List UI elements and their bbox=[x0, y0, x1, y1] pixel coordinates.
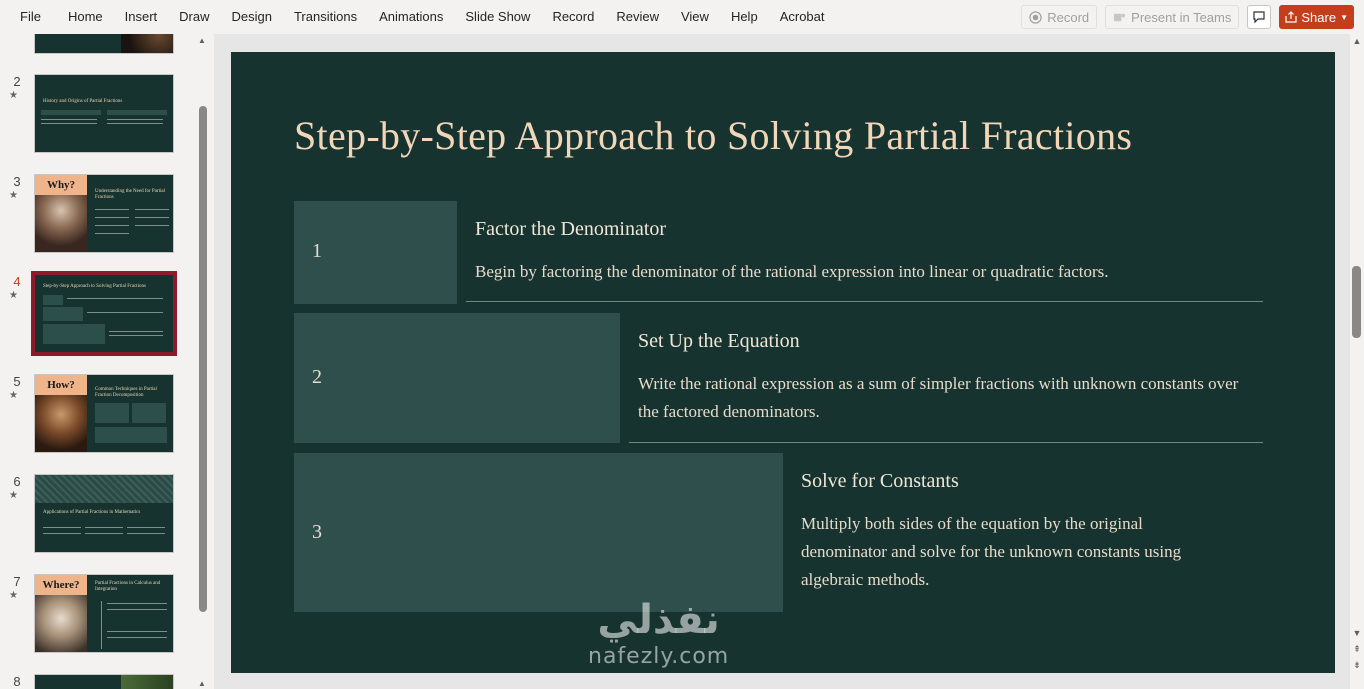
step-1-divider bbox=[466, 301, 1263, 302]
step-3-number: 3 bbox=[312, 521, 322, 543]
thumbnail-line bbox=[109, 331, 163, 332]
slide-number: 7 bbox=[13, 574, 21, 589]
menu-transitions[interactable]: Transitions bbox=[293, 9, 358, 24]
star-icon: ★ bbox=[9, 290, 18, 301]
thumbnail-line bbox=[101, 601, 102, 649]
present-in-teams-label: Present in Teams bbox=[1131, 9, 1232, 25]
star-icon: ★ bbox=[9, 490, 18, 501]
step-2-divider bbox=[629, 442, 1263, 443]
menu-review[interactable]: Review bbox=[616, 9, 659, 24]
thumbnail-row-2[interactable] bbox=[0, 74, 190, 156]
thumbnail-line bbox=[107, 631, 167, 632]
thumbnail-line bbox=[43, 533, 81, 534]
thumbnail-line bbox=[43, 527, 81, 528]
thumbnail-title: Step-by-Step Approach to Solving Partial Fractions bbox=[43, 284, 146, 289]
step-3-box[interactable] bbox=[294, 453, 783, 612]
thumbnail-banner bbox=[35, 475, 174, 503]
previous-slide-icon[interactable]: ⇞ bbox=[1353, 644, 1361, 654]
menu-view[interactable]: View bbox=[680, 9, 709, 24]
star-icon: ★ bbox=[9, 90, 18, 101]
thumbnail-line bbox=[107, 603, 167, 604]
slide-number: 8 bbox=[13, 674, 21, 689]
menu-help[interactable]: Help bbox=[730, 9, 758, 24]
thumbnail-line bbox=[95, 225, 129, 226]
comment-icon bbox=[1252, 10, 1266, 24]
menu-acrobat[interactable]: Acrobat bbox=[779, 9, 825, 24]
thumbnail-box bbox=[43, 307, 83, 321]
scroll-down-icon[interactable]: ▼ bbox=[1352, 628, 1362, 638]
slide-thumbnail[interactable] bbox=[34, 174, 174, 253]
slide-number: 5 bbox=[13, 374, 21, 389]
thumbnail-line bbox=[87, 312, 163, 313]
thumbnail-line bbox=[95, 217, 129, 218]
thumbnail-title: Partial Fractions in Calculus and Integration bbox=[95, 581, 161, 592]
watermark-arabic-text: نفذلي bbox=[597, 597, 720, 643]
step-1-box[interactable] bbox=[294, 201, 457, 304]
thumbnail-row-7[interactable] bbox=[0, 574, 190, 656]
slide-editor[interactable] bbox=[231, 52, 1335, 673]
thumbnail-tag: How? bbox=[35, 375, 87, 395]
thumbnail-box bbox=[107, 110, 167, 115]
thumbnail-title: Applications of Partial Fractions in Mathematics bbox=[43, 510, 141, 515]
thumbnail-line bbox=[107, 119, 163, 120]
chevron-down-icon: ▼ bbox=[1340, 12, 1348, 22]
menu-right-actions bbox=[1021, 5, 1354, 29]
thumbnail-line bbox=[85, 527, 123, 528]
thumbnail-box bbox=[95, 403, 129, 423]
thumbnail-line bbox=[95, 209, 129, 210]
slide-number-active: 4 bbox=[13, 274, 21, 289]
menu-file[interactable]: File bbox=[20, 9, 41, 24]
thumbnail-line bbox=[135, 225, 169, 226]
slide-thumbnail[interactable] bbox=[34, 374, 174, 453]
scroll-down-icon[interactable]: ▲ bbox=[198, 679, 206, 688]
scroll-up-icon[interactable]: ▲ bbox=[198, 36, 206, 45]
menu-home[interactable]: Home bbox=[67, 9, 103, 24]
thumbnail-photo bbox=[121, 675, 174, 689]
watermark-latin-text: nafezly.com bbox=[588, 644, 730, 669]
thumbnail-line bbox=[109, 335, 163, 336]
thumbnail-box bbox=[43, 324, 105, 344]
slide-thumbnail[interactable] bbox=[34, 34, 174, 54]
menu-bar bbox=[0, 0, 1364, 34]
thumbnail-line bbox=[85, 533, 123, 534]
thumbnail-row-6[interactable] bbox=[0, 474, 190, 556]
step-2-number: 2 bbox=[312, 366, 322, 388]
step-3-description[interactable]: Multiply both sides of the equation by the original denominator and solve for the unknown constants using algebraic methods. bbox=[801, 514, 1182, 589]
menu-design[interactable]: Design bbox=[231, 9, 272, 24]
present-in-teams-button[interactable] bbox=[1105, 5, 1239, 29]
thumbnail-line bbox=[135, 209, 169, 210]
share-label: Share bbox=[1301, 9, 1337, 25]
vertical-scrollbar[interactable] bbox=[1350, 34, 1364, 689]
menu-insert[interactable]: Insert bbox=[124, 9, 158, 24]
menu-record[interactable]: Record bbox=[552, 9, 595, 24]
comments-button[interactable] bbox=[1247, 5, 1271, 29]
thumbnail-box bbox=[43, 295, 63, 305]
thumbnail-line bbox=[41, 119, 97, 120]
slide-number: 6 bbox=[13, 474, 21, 489]
teams-icon bbox=[1113, 11, 1126, 24]
next-slide-icon[interactable]: ⇟ bbox=[1353, 660, 1361, 670]
thumbnail-line bbox=[107, 609, 167, 610]
slide-thumbnail-pane bbox=[0, 34, 214, 689]
menu-slide-show[interactable]: Slide Show bbox=[465, 9, 531, 24]
thumbnail-row-5[interactable] bbox=[0, 374, 190, 456]
star-icon: ★ bbox=[9, 390, 18, 401]
thumbnail-row-8[interactable] bbox=[0, 674, 190, 689]
step-1-number: 1 bbox=[312, 240, 322, 262]
step-1-description[interactable]: Begin by factoring the denominator of the rational expression into linear or quadratic factors. bbox=[475, 262, 1109, 281]
thumbnail-row-4[interactable] bbox=[0, 274, 190, 356]
star-icon: ★ bbox=[9, 590, 18, 601]
slide-title[interactable]: Step-by-Step Approach to Solving Partial Fractions bbox=[294, 113, 1133, 158]
thumbnail-line bbox=[135, 217, 169, 218]
thumbnail-line bbox=[95, 233, 129, 234]
step-1-heading[interactable]: Factor the Denominator bbox=[475, 218, 667, 240]
star-icon: ★ bbox=[9, 190, 18, 201]
slide-thumbnail[interactable] bbox=[34, 74, 174, 153]
thumbnail-line bbox=[107, 637, 167, 638]
slide-number: 3 bbox=[13, 174, 21, 189]
thumbnail-line bbox=[67, 298, 163, 299]
slide-thumbnail[interactable] bbox=[34, 574, 174, 653]
thumbnail-photo bbox=[121, 34, 174, 54]
slide-number: 2 bbox=[13, 74, 21, 89]
step-2-description[interactable]: Write the rational expression as a sum of simpler fractions with unknown constants over the factored denominators. bbox=[638, 374, 1239, 421]
vertical-scrollbar-thumb[interactable] bbox=[1352, 266, 1361, 338]
watermark-logo bbox=[588, 596, 729, 670]
thumbnail-line bbox=[41, 123, 97, 124]
thumbnail-box bbox=[41, 110, 101, 115]
record-icon bbox=[1029, 11, 1042, 24]
step-3-heading[interactable]: Solve for Constants bbox=[801, 470, 959, 492]
thumbnail-box bbox=[95, 427, 167, 443]
slide-thumbnail[interactable] bbox=[34, 674, 174, 689]
step-2-heading[interactable]: Set Up the Equation bbox=[638, 330, 800, 352]
thumbnail-tag: Where? bbox=[35, 575, 87, 595]
record-button-label: Record bbox=[1047, 9, 1090, 25]
scroll-up-icon[interactable]: ▲ bbox=[1352, 36, 1362, 46]
thumbnail-box bbox=[132, 403, 166, 423]
thumbnail-title: Common Techniques in Partial Fraction Decomposition bbox=[95, 387, 157, 398]
slide-thumbnail-active[interactable] bbox=[34, 274, 174, 353]
thumbnail-row-3[interactable] bbox=[0, 174, 190, 256]
record-button[interactable] bbox=[1021, 5, 1097, 29]
menu-animations[interactable]: Animations bbox=[379, 9, 444, 24]
menu-draw[interactable]: Draw bbox=[179, 9, 210, 24]
thumbnail-scrollbar[interactable] bbox=[199, 106, 207, 612]
thumbnail-title: Understanding the Need for Partial Fractions bbox=[95, 189, 165, 200]
share-icon bbox=[1285, 11, 1297, 23]
thumbnail-line bbox=[127, 533, 165, 534]
slide-thumbnail[interactable] bbox=[34, 474, 174, 553]
thumbnail-tag: Why? bbox=[35, 175, 87, 195]
step-2-box[interactable] bbox=[294, 313, 620, 443]
thumbnail-line bbox=[107, 123, 163, 124]
share-button[interactable] bbox=[1279, 5, 1354, 29]
thumbnail-line bbox=[127, 527, 165, 528]
thumbnail-title: History and Origins of Partial Fractions bbox=[43, 99, 123, 104]
